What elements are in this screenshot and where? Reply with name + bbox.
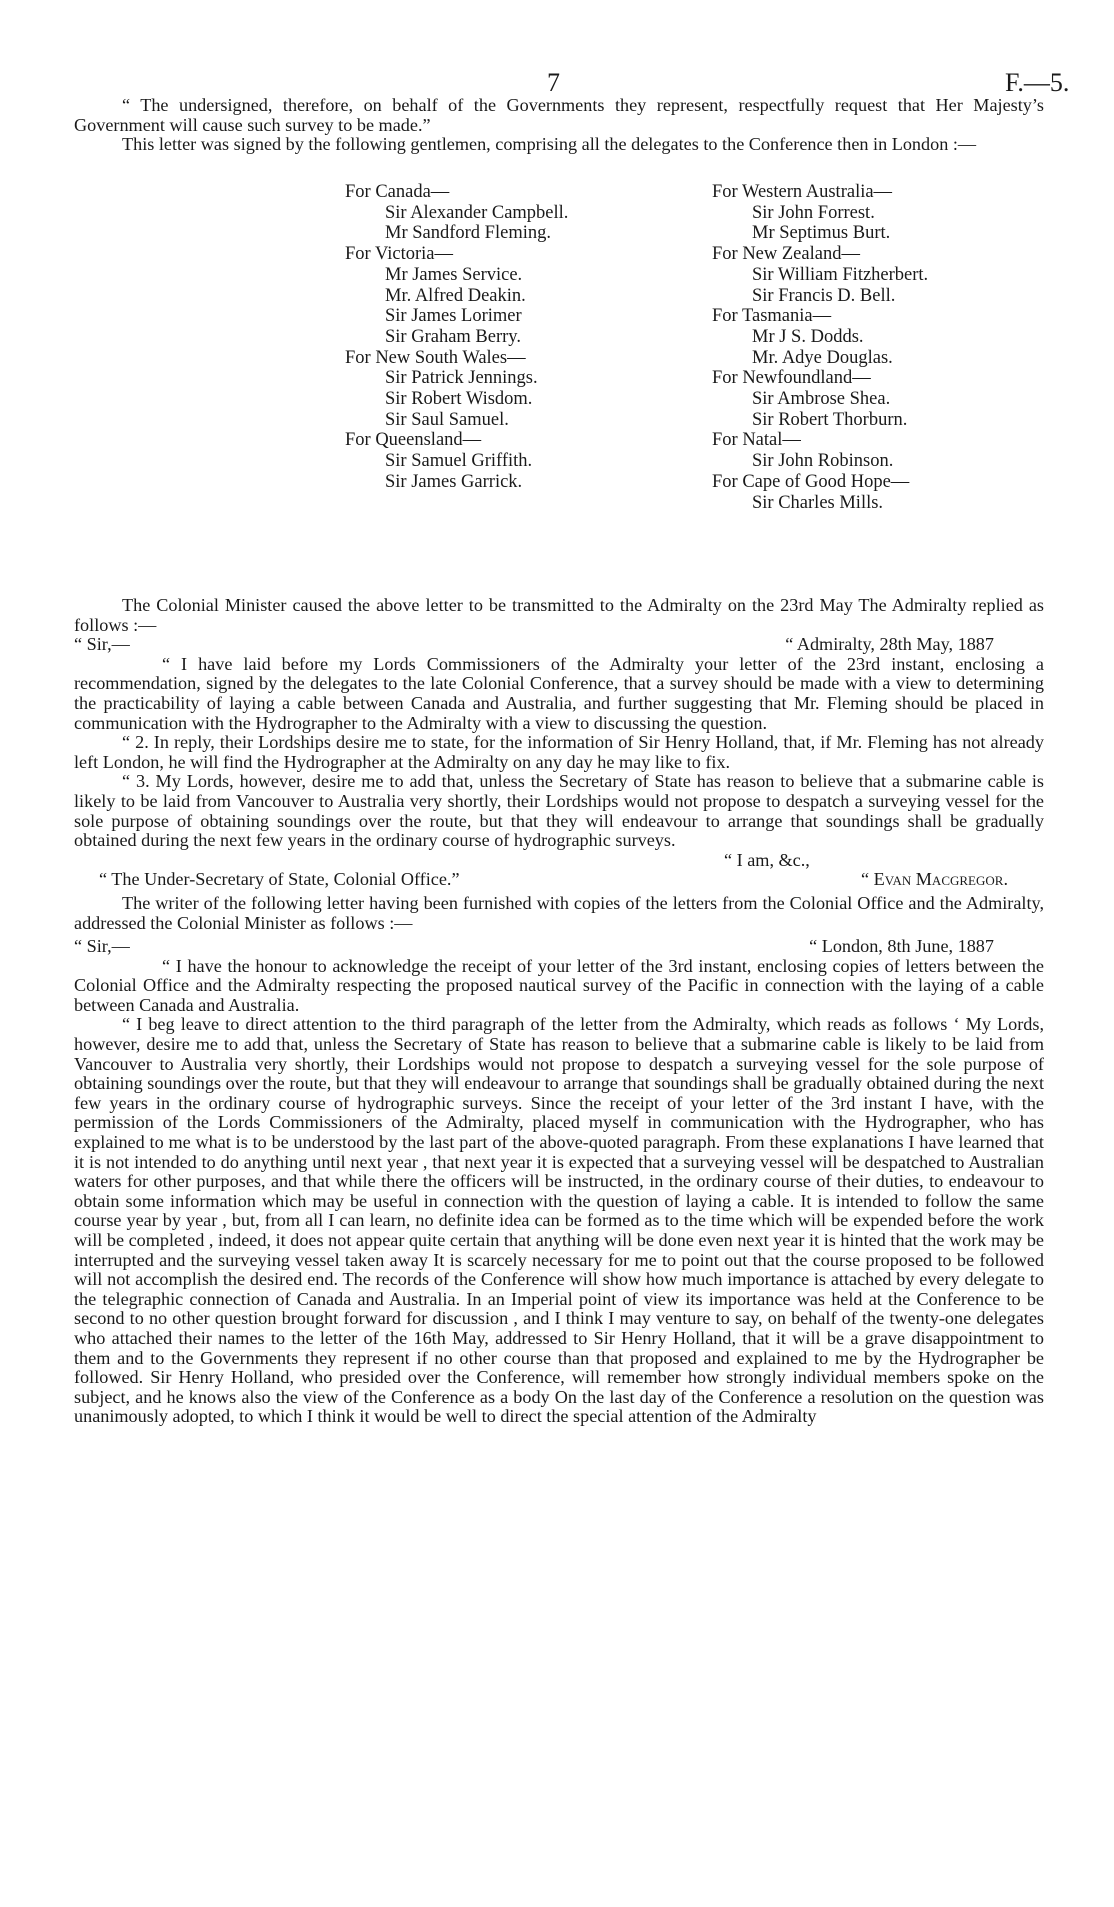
intro-section (74, 96, 1044, 155)
delegates-right-column (712, 182, 928, 513)
admiralty-letter-heading (74, 635, 1044, 655)
delegate-name: Sir Graham Berry. (385, 326, 521, 347)
delegate-name: Mr. Adye Douglas. (752, 347, 893, 368)
delegation-label: For Western Australia— (712, 182, 893, 202)
admiralty-letter-footer (74, 870, 1044, 890)
addressee: “ The Under-Secretary of State, Colonial Office.” (99, 869, 460, 890)
letter-closing: “ I am, &c., (724, 849, 810, 870)
delegation-label: For Victoria— (345, 244, 453, 265)
delegate-name: Mr James Service. (385, 264, 523, 285)
fleming-intro: The writer of the following letter having been furnished with copies of the letters from the Colonial Office and the Admiralty, addressed the Colonial Minister as follows :— (74, 892, 1044, 933)
letter-paragraph: “ I have the honour to acknowledge the receipt of your letter of the 3rd instant, enclosing copies of letters between the Colonial Office and the Admiralty respecting the proposed nautical survey of the Pacific in connection with the laying of a cable between Canada and Australia. (74, 955, 1044, 1015)
delegate-name: Sir William Fitzherbert. (752, 264, 929, 285)
letter-paragraph: “ 3. My Lords, however, desire me to add that, unless the Secretary of State has reason to believe that a submarine cable is likely to be laid from Vancouver to Australia very shortly, their Lordships would not propose to despatch a surveying vessel for the sole purpose of obtaining soundings over the route, but that they will endeavour to arrange that soundings shall be gradually obtained during the next few years in the ordinary course of hydrographic surveys. (74, 771, 1044, 851)
admiralty-intro: The Colonial Minister caused the above letter to be transmitted to the Admiralty on the 23rd May The Admiralty replied as follows :— (74, 595, 1044, 635)
delegation-label: For Canada— (345, 182, 450, 202)
signed-by-paragraph: This letter was signed by the following gentlemen, comprising all the delegates to the Conference then in London :— (122, 134, 977, 155)
delegation-label: For Natal— (712, 430, 801, 451)
delegate-name: Sir James Garrick. (385, 471, 523, 492)
correspondence-section (74, 596, 1044, 1427)
delegation-label: For Tasmania— (712, 306, 832, 327)
delegate-name: Mr J S. Dodds. (752, 326, 864, 347)
delegate-name: Sir Charles Mills. (752, 492, 884, 513)
letter-paragraph: “ I have laid before my Lords Commissioners of the Admiralty your letter of the 23rd instant, enclosing a recommendation, signed by the delegates to the late Colonial Conference, that a survey should be made with a view to determining the practicability of laying a cable between Canada and Australia, and further suggesting that Mr. Fleming should be placed in communication with the Hydrographer to the Admiralty with a view to discussing the question. (74, 653, 1044, 733)
delegate-name: Sir James Lorimer (385, 306, 522, 327)
letter-paragraph: “ I beg leave to direct attention to the third paragraph of the letter from the Admiralty, which reads as follows ‘ My Lords, however, desire me to add that, unless the Secretary of State has reason to believe that a submarine cable is likely to be laid from Vancouver to Australia very shortly, their Lordships would not propose to despatch a surveying vessel for the sole purpose of obtaining soundings over the route, but that they will endeavour to arrange that soundings shall be gradually obtained during the next few years in the ordinary course of hydrographic surveys. Since the receipt of your letter of the 3rd instant I have, with the permission of the Lords Commissioners of the Admiralty, placed myself in communication with the Hydrographer, who has explained to me what is to be understood by the last part of the above-quoted paragraph. From these explanations I have learned that it is not intended to do anything until next year , that next year it is expected that a surveying vessel will be despatched to Australian waters for other purposes, and that while there the officers will be instructed, in the ordinary course of their duties, to endeavour to obtain some information which may be useful in connection with the question of laying a cable. It is intended to follow the same course year by year , but, from all I can learn, no definite idea can be formed as to the time which will be expended before the work will be completed , indeed, it does not appear quite certain that anything will be done even next year it is hinted that the work may be interrupted and the surveying vessel taken away It is scarcely necessary for me to point out that the course proposed to be followed will not accomplish the desired end. The records of the Conference will show how much importance is attached by every delegate to the telegraphic connection of Canada and Australia. In an Imperial point of view its importance was held at the Conference to be second to no other question brought forward for discussion , and I think I may venture to say, on behalf of the twenty-one delegates who attached their names to the letter of the 16th May, addressed to Sir Henry Holland, that it will be a grave disappointment to them and to the Governments they represent if no other course than that proposed and explained to me by the Hydrographer be followed. Sir Henry Holland, who presided over the Conference, will remember how strongly individual members spoke on the subject, and he knows also the view of the Conference as a body On the last day of the Conference a resolution on the question was unanimously adopted, to which I think it would be well to direct the special attention of the Admiralty (74, 1014, 1044, 1427)
delegation-label: For Queensland— (345, 430, 482, 451)
delegate-name: Sir Samuel Griffith. (385, 451, 533, 472)
signature: “ Evan Macgregor. (861, 869, 1008, 890)
delegate-name: Sir Robert Thorburn. (752, 409, 908, 430)
salutation: “ Sir,— (74, 936, 130, 957)
delegation-label: For New South Wales— (345, 347, 526, 368)
delegate-name: Mr. Alfred Deakin. (385, 285, 526, 306)
delegate-name: Mr Septimus Burt. (752, 223, 891, 244)
delegation-label: For New Zealand— (712, 244, 860, 265)
quoted-request: “ The undersigned, therefore, on behalf of the Governments they represent, respectfully request that Her Majesty’s Government will cause such survey to be made.” (74, 95, 1044, 135)
salutation: “ Sir,— (74, 634, 130, 655)
place-date: “ London, 8th June, 1887 (809, 936, 994, 957)
delegate-name: Sir John Forrest. (752, 202, 875, 223)
delegate-name: Sir Alexander Campbell. (385, 202, 569, 223)
delegate-name: Sir John Robinson. (752, 451, 894, 472)
fleming-letter-heading (74, 937, 1044, 957)
delegate-name: Sir Robert Wisdom. (385, 389, 533, 410)
delegate-name: Sir Ambrose Shea. (752, 389, 891, 410)
page-number: 7 (547, 68, 560, 97)
delegate-name: Sir Saul Samuel. (385, 409, 509, 430)
place-date: “ Admiralty, 28th May, 1887 (785, 634, 994, 655)
delegate-name: Mr Sandford Fleming. (385, 223, 551, 244)
document-reference: F.—5. (1005, 68, 1070, 97)
letter-paragraph: “ 2. In reply, their Lordships desire me to state, for the information of Sir Henry Holland, that, if Mr. Fleming has not already left London, he will find the Hydrographer at the Admiralty on any day he may like to fix. (74, 732, 1044, 772)
delegate-name: Sir Francis D. Bell. (752, 285, 896, 306)
delegation-label: For Cape of Good Hope— (712, 471, 910, 492)
delegates-left-column (345, 182, 568, 493)
delegate-name: Sir Patrick Jennings. (385, 368, 538, 389)
delegation-label: For Newfoundland— (712, 368, 871, 389)
